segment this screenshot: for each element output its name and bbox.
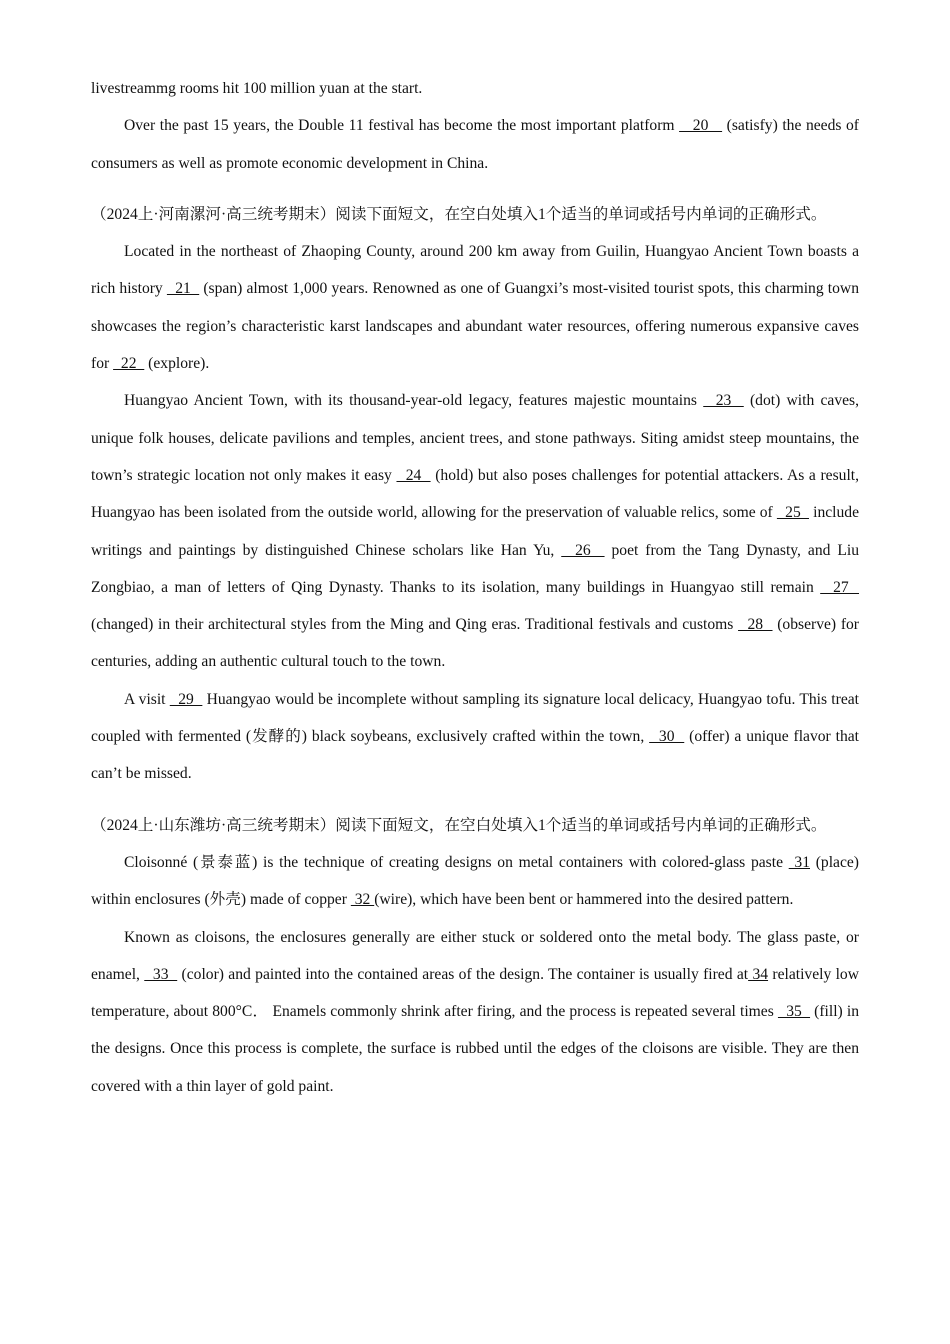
paragraph-text: (dot) with caves, unique folk houses, delicate pavilions and temples, ancient trees, and stone pathways. Siting amidst steep mountains, the town’s strategic location not only makes it easy (91, 392, 859, 484)
paragraph-text: (span) almost 1,000 years. Renowned as one of Guangxi’s most-visited tourist spots, this charming town showcases the region’s characteristic karst landscapes and abundant water resources, offering numerous expansive caves for (91, 280, 859, 373)
answer-blank[interactable]: 23 (703, 392, 744, 410)
answer-blank[interactable]: 24 (396, 466, 431, 484)
answer-blank[interactable]: 34 (748, 965, 769, 983)
passage-paragraph (91, 681, 859, 793)
passage-paragraph (91, 70, 859, 107)
paragraph-text: poet from the Tang Dynasty, and Liu Zongbiao, a man of letters of Qing Dynasty. Thanks to its isolation, many buildings in Huangyao still remain (91, 541, 859, 596)
answer-blank[interactable]: 33 (144, 965, 178, 983)
paragraph-text: (observe) for centuries, adding an authentic cultural touch to the town. (91, 616, 860, 671)
answer-blank[interactable]: 31 (788, 853, 810, 871)
paragraph-text: A visit (124, 690, 170, 708)
answer-blank[interactable]: 26 (561, 541, 605, 559)
paragraph-text: include writings and paintings by distinguished Chinese scholars like Han Yu, (91, 504, 860, 559)
paragraph-text: Over the past 15 years, the Double 11 festival has become the most important platform (124, 117, 680, 135)
answer-blank[interactable]: 20 (679, 117, 723, 135)
paragraph-text: relatively low temperature, about 800°C． Enamels commonly shrink after firing, and the process is repeated several times (91, 965, 859, 1021)
answer-blank[interactable]: 21 (166, 280, 200, 298)
paragraph-gap (91, 793, 859, 807)
passage-paragraph (91, 233, 859, 382)
passage-paragraph (91, 919, 859, 1105)
paragraph-text: (changed) in their architectural styles from the Ming and Qing eras. Traditional festivals and customs (91, 616, 739, 634)
exercise-instruction (91, 807, 859, 844)
answer-blank[interactable]: 32 (350, 891, 375, 909)
paragraph-text: (place) within enclosures (外壳) made of copper (91, 853, 859, 909)
answer-blank[interactable]: 27 (820, 578, 860, 596)
answer-blank[interactable]: 22 (113, 355, 145, 373)
paragraph-text: livestreammg rooms hit 100 million yuan at the start. (91, 80, 423, 97)
paragraph-text: (satisfy) the needs of consumers as well as promote economic development in China. (91, 117, 860, 172)
answer-blank[interactable]: 30 (649, 728, 685, 746)
paragraph-text: （2024上·河南漯河·高三统考期末）阅读下面短文，在空白处填入1个适当的单词或括号内单词的正确形式。 (91, 205, 827, 223)
paragraph-gap (91, 182, 859, 196)
paragraph-text: Known as cloisons, the enclosures generally are either stuck or soldered onto the metal body. The glass paste, or enamel, (91, 928, 859, 983)
passage-paragraph (91, 107, 859, 182)
answer-blank[interactable]: 35 (777, 1003, 811, 1021)
paragraph-text: (explore). (144, 355, 210, 373)
paragraph-text: (wire), which have been bent or hammered into the desired pattern. (374, 891, 794, 909)
paragraph-text: (hold) but also poses challenges for potential attackers. As a result, Huangyao has been isolated from the outside world, allowing for the preservation of valuable relics, some of (91, 466, 860, 522)
passage-paragraph (91, 382, 859, 680)
paragraph-text: (offer) a unique flavor that can’t be missed. (91, 728, 860, 783)
document-page (91, 70, 859, 1105)
paragraph-text: （2024上·山东潍坊·高三统考期末）阅读下面短文，在空白处填入1个适当的单词或括号内单词的正确形式。 (91, 816, 827, 834)
paragraph-text: Huangyao Ancient Town, with its thousand-year-old legacy, features majestic mountains (124, 392, 704, 410)
paragraph-text: (fill) in the designs. Once this process is complete, the surface is rubbed until the edges of the cloisons are visible. They are then covered with a thin layer of gold paint. (91, 1003, 860, 1095)
paragraph-text: Located in the northeast of Zhaoping County, around 200 km away from Guilin, Huangyao Ancient Town boasts a rich history (91, 243, 859, 298)
answer-blank[interactable]: 28 (738, 616, 773, 634)
passage-paragraph (91, 844, 859, 919)
paragraph-text: Huangyao would be incomplete without sampling its signature local delicacy, Huangyao tofu. This treat coupled with fermented (发酵的) black soybeans, exclusively crafted within the town, (91, 690, 860, 746)
paragraph-text: Cloisonné (景泰蓝) is the technique of creating designs on metal containers with colored-glass paste (124, 853, 789, 871)
answer-blank[interactable]: 29 (169, 690, 203, 708)
paragraph-text: (color) and painted into the contained areas of the design. The container is usually fired at (177, 965, 749, 983)
exercise-instruction (91, 196, 859, 233)
answer-blank[interactable]: 25 (776, 504, 809, 522)
